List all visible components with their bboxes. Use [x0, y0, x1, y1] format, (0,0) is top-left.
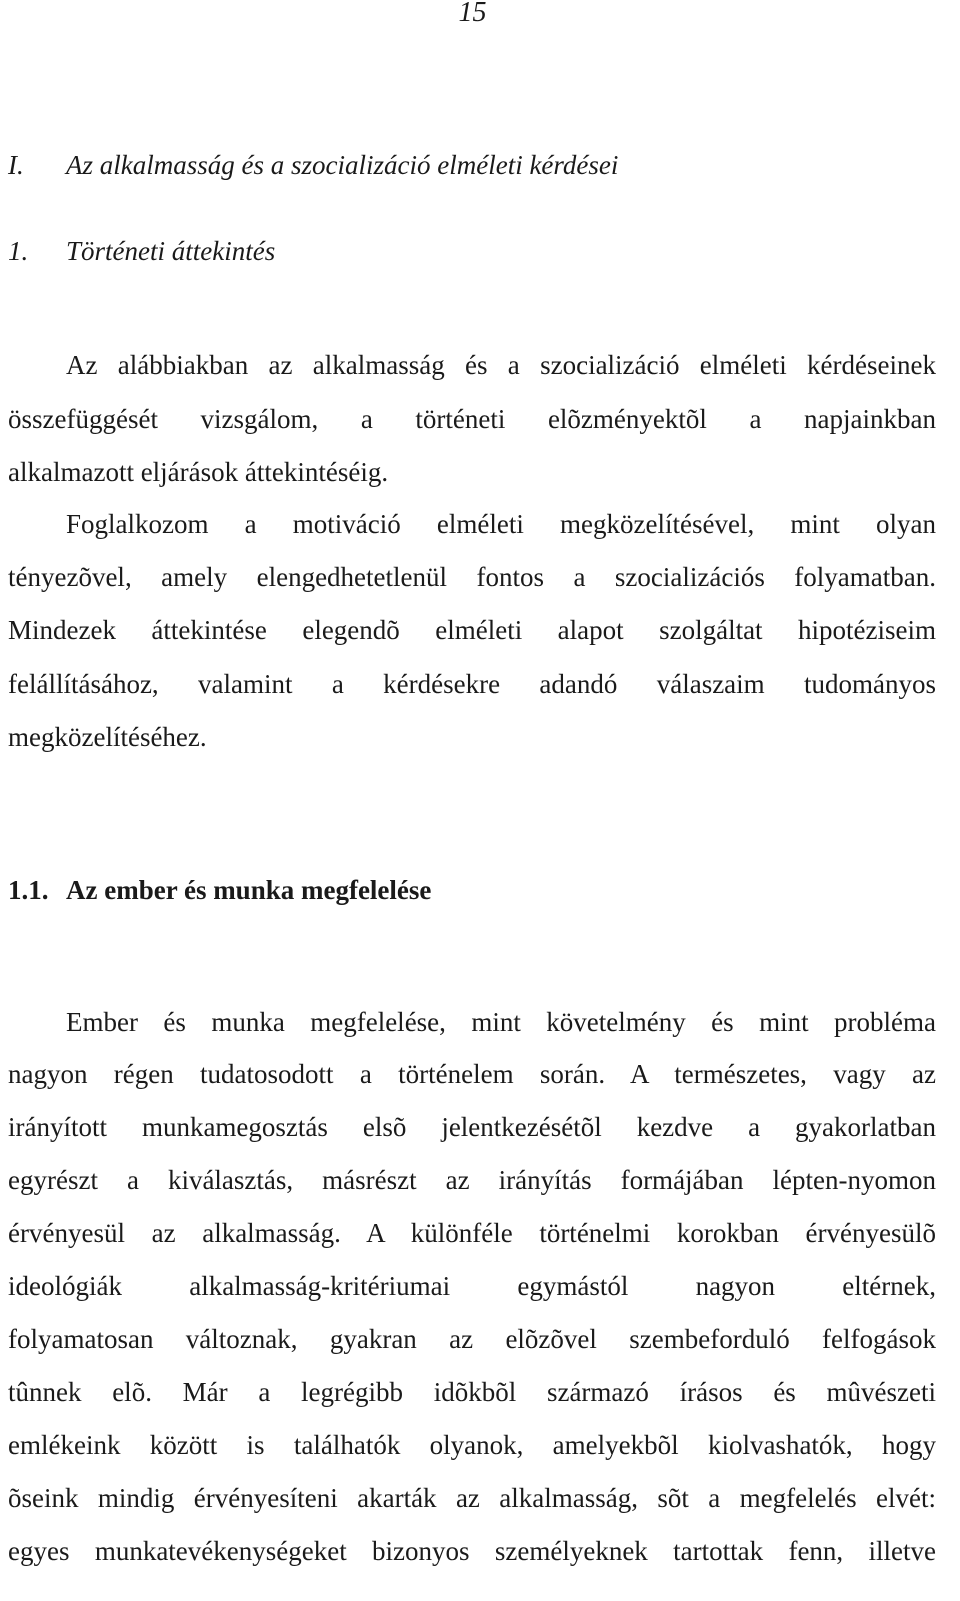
- paragraph-line: Az alábbiakban az alkalmasság és a szocializáció elméleti kérdéseinek: [66, 350, 936, 380]
- paragraph-line: tûnnek elõ. Már a legrégibb idõkbõl származó írásos és mûvészeti: [8, 1377, 936, 1407]
- paragraph-line: érvényesül az alkalmasság. A különféle történelmi korokban érvényesülõ: [8, 1218, 936, 1248]
- paragraph-line: egyrészt a kiválasztás, másrészt az irányítás formájában lépten-nyomon: [8, 1165, 936, 1195]
- paragraph-line: felállításához, valamint a kérdésekre adandó válaszaim tudományos: [8, 669, 936, 699]
- paragraph-line: alkalmazott eljárások áttekintéséig.: [8, 457, 389, 487]
- chapter-number: I.: [8, 150, 24, 180]
- section-heading: [8, 235, 275, 267]
- paragraph-line: ideológiák alkalmasság-kritériumai egymástól nagyon eltérnek,: [8, 1271, 936, 1301]
- paragraph-line: Foglalkozom a motiváció elméleti megközelítésével, mint olyan: [66, 509, 936, 539]
- paragraph-line: egyes munkatevékenységeket bizonyos személyeknek tartottak fenn, illetve: [8, 1536, 936, 1566]
- paragraph-line: összefüggését vizsgálom, a történeti elõzményektõl a napjainkban: [8, 404, 936, 434]
- subsection-heading: [8, 874, 431, 906]
- paragraph-line: Ember és munka megfelelése, mint követelmény és mint probléma: [66, 1007, 936, 1037]
- paragraph-line: Mindezek áttekintése elegendõ elméleti alapot szolgáltat hipotéziseim: [8, 615, 936, 645]
- paragraph-line: folyamatosan változnak, gyakran az elõzõvel szembeforduló felfogások: [8, 1324, 936, 1354]
- page-number: 15: [458, 0, 487, 28]
- paragraph-line: tényezõvel, amely elengedhetetlenül fontos a szocializációs folyamatban.: [8, 562, 936, 592]
- section-number: 1.: [8, 236, 29, 266]
- subsection-title: Az ember és munka megfelelése: [66, 875, 432, 905]
- section-title: Történeti áttekintés: [66, 236, 276, 266]
- paragraph-line: nagyon régen tudatosodott a történelem során. A természetes, vagy az: [8, 1059, 936, 1089]
- paragraph-line: emlékeink között is találhatók olyanok, amelyekbõl kiolvashatók, hogy: [8, 1430, 936, 1460]
- paragraph-line: megközelítéséhez.: [8, 722, 207, 752]
- paragraph-line: õseink mindig érvényesíteni akarták az alkalmasság, sõt a megfelelés elvét:: [8, 1483, 936, 1513]
- chapter-title: Az alkalmasság és a szocializáció elméleti kérdései: [66, 150, 619, 180]
- paragraph-line: irányított munkamegosztás elsõ jelentkezésétõl kezdve a gyakorlatban: [8, 1112, 936, 1142]
- subsection-number: 1.1.: [8, 875, 49, 905]
- chapter-heading: [8, 149, 618, 181]
